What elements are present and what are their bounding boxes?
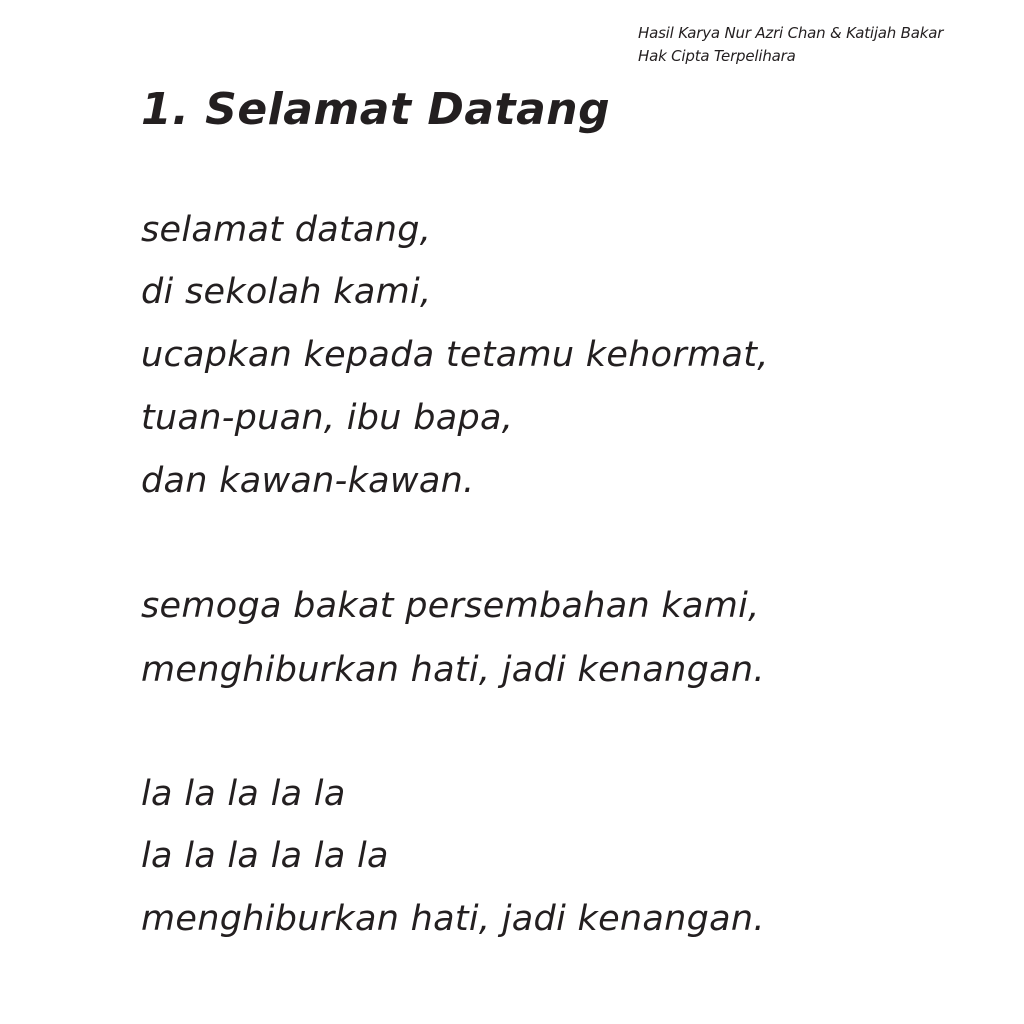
lyric-line: selamat datang, [141,210,432,250]
lyric-line: la la la la la [141,774,346,814]
lyric-line: tuan-puan, ibu bapa, [141,398,514,438]
lyric-line: semoga bakat persembahan kami, [141,586,760,626]
song-title: 1. Selamat Datang [141,84,611,135]
lyric-line: ucapkan kepada tetamu kehormat, [141,335,769,375]
lyric-line: menghiburkan hati, jadi kenangan. [141,899,765,939]
lyric-line: di sekolah kami, [141,272,432,312]
lyric-line: menghiburkan hati, jadi kenangan. [141,650,765,690]
lyric-line: la la la la la la [141,836,389,876]
authors-credit: Hasil Karya Nur Azri Chan & Katijah Bakar [638,24,944,42]
credits-block [638,22,943,68]
lyric-line: dan kawan-kawan. [141,461,475,501]
copyright-notice: Hak Cipta Terpelihara [638,47,796,65]
